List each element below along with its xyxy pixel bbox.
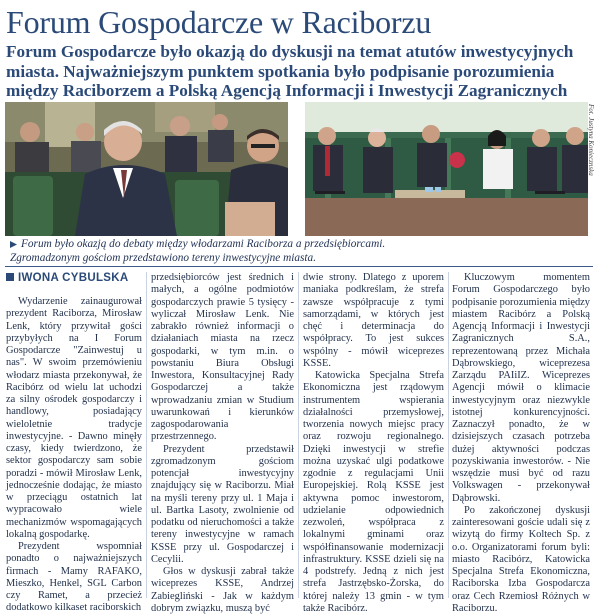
caption-line-2: Zgromadzonym gościom przedstawiono tereny inwestycyjne miasta. [10, 251, 317, 264]
article-column-1 [6, 296, 142, 615]
photo-audience [5, 102, 288, 236]
photo-caption [10, 238, 590, 265]
byline-square-icon [6, 273, 14, 281]
paragraph: Wydarzenie zainaugurował prezydent Raciborza, Mirosław Lenk, który przywitał gości przybyłych na I Forum Gospodarcze "Zainwestuj u nas". W swoim przemówieniu włodarz miasta przekonywał, że Racibórz od wielu lat uchodzi za silny ośrodek gospodarczy i handlowy, posiadający wieloletnie tradycje inwestycyjne. - Dawno minęły czasy, kiedy twierdzono, że sektor gospodarczy sam sobie poradzi - mówił Mirosław Lenk, jednocześnie dodając, że miasto w przeciągu ostatnich lat wypracowało wiele mechanizmów wspomagających lokalną gospodarkę. [6, 296, 142, 540]
paragraph: Prezydent wspomniał ponadto o najważniejszych firmach - Mamy RAFAKO, Mieszko, Henkel, SGL Carbon czy Ramet, a przecież dodatkowo kilkaset raciborskich [6, 541, 142, 614]
paragraph: Kluczowym momentem Forum Gospodarczego było podpisanie porozumienia między miastem Racibórz a Polską Agencją Informacji i Inwestycji Zagranicznych S.A., reprezentowaną przez Michała Dąbrowskiego, wiceprezesa Zarządu PAIiIZ. Wiceprezes Agencji mówił o klimacie inwestycyjnym oraz niezwykle istotnej konkurencyjności. Zaznaczył ponadto, że w dzisiejszych czasach potrzeba dużej aktywności podczas pozyskiwania inwestorów. - Nie wszędzie musi być od razu Volkswagen - przekonywał Dąbrowski. [452, 272, 590, 504]
author-byline: IWONA CYBULSKA [6, 272, 128, 284]
paragraph: Prezydent przedstawił zgromadzonym gościom potencjał inwestycyjny znajdujący się w Raciborzu. Miał na myśli tereny przy ul. 1 Maja i ul. Bartka Lasoty, zwolnienie od podatku od nieruchomości a także tereny inwestycyjne w ramach KSSE przy ul. Gospodarczej i Cecylii. [151, 443, 294, 565]
caption-marker-icon [10, 239, 17, 246]
column-divider [146, 272, 147, 598]
photo-credit: Fot. Justyna Koniecznska [587, 104, 595, 176]
paragraph: dwie strony. Dlatego z uporem maniaka podkreślam, że strefa zawsze współpracuje z tymi samorządami, w których jest chęć i determinacja do współpracy. To jest sukces wspólny - mówił wiceprezes KSSE. [303, 272, 444, 369]
column-divider [448, 272, 449, 598]
article-column-4 [452, 272, 590, 615]
paragraph: przedsiębiorców jest średnich i małych, a ogólne podmiotów gospodarczych prawie 5 tysięcy - wyliczał Mirosław Lenk. Nie zabrakło również informacji o działaniach miasta na rzecz gospodarki, w tym m.in. o powstaniu Biura Obsługi Inwestora, Konsultacyjnej Rady Gospodarczej a także wprowadzaniu zmian w Studium uwarunkowań i kierunków zagospodarowania przestrzennego. [151, 272, 294, 443]
paragraph: Katowicka Specjalna Strefa Ekonomiczna jest rządowym instrumentem wspierania działalności przemysłowej, tworzenia nowych miejsc pracy oraz rozwoju regionalnego. Dzięki inwestycji w strefie można uzyskać ulgi podatkowe zgodnie z regulacjami Unii Europejskiej. Rolą KSSE jest aktywna pomoc inwestorom, udzielanie odpowiednich zezwoleń, współpraca z lokalnymi gminami oraz współfinansowanie modernizacji infrastruktury. KSSE dzieli się na 4 podstrefy. Jedną z nich jest strefa Jastrzębsko-Żorska, do której należy 13 gmin - w tym także Racibórz. [303, 370, 444, 614]
article-column-3 [303, 272, 444, 615]
article-lead: Forum Gospodarcze było okazją do dyskusji na temat atutów inwestycyjnych miasta. Najważniejszym punktem spotkania było podpisanie porozumienia między Raciborzem a Polską Agencją Informacji i Inwestycji Zagranicznych [6, 42, 574, 100]
column-divider [298, 272, 299, 598]
photo-panel [305, 102, 588, 236]
article-headline: Forum Gospodarcze w Raciborzu [6, 4, 432, 40]
article-column-2 [151, 272, 294, 615]
paragraph: Po zakończonej dyskusji zainteresowani goście udali się z wizytą do firmy Koltech Sp. z o.o. Organizatorami forum byli: miasto Racibórz, Katowicka Specjalna Strefa Ekonomiczna, Raciborska Izba Gospodarcza oraz Cech Rzemiosł Różnych w Raciborzu. [452, 504, 590, 614]
paragraph: Głos w dyskusji zabrał także wiceprezes KSSE, Andrzej Zabiegliński - Jak w każdym dobrym związku, muszą być [151, 566, 294, 614]
section-divider [5, 266, 593, 267]
caption-line-1: Forum było okazją do debaty między włodarzami Raciborza a przedsiębiorcami. [10, 238, 590, 252]
